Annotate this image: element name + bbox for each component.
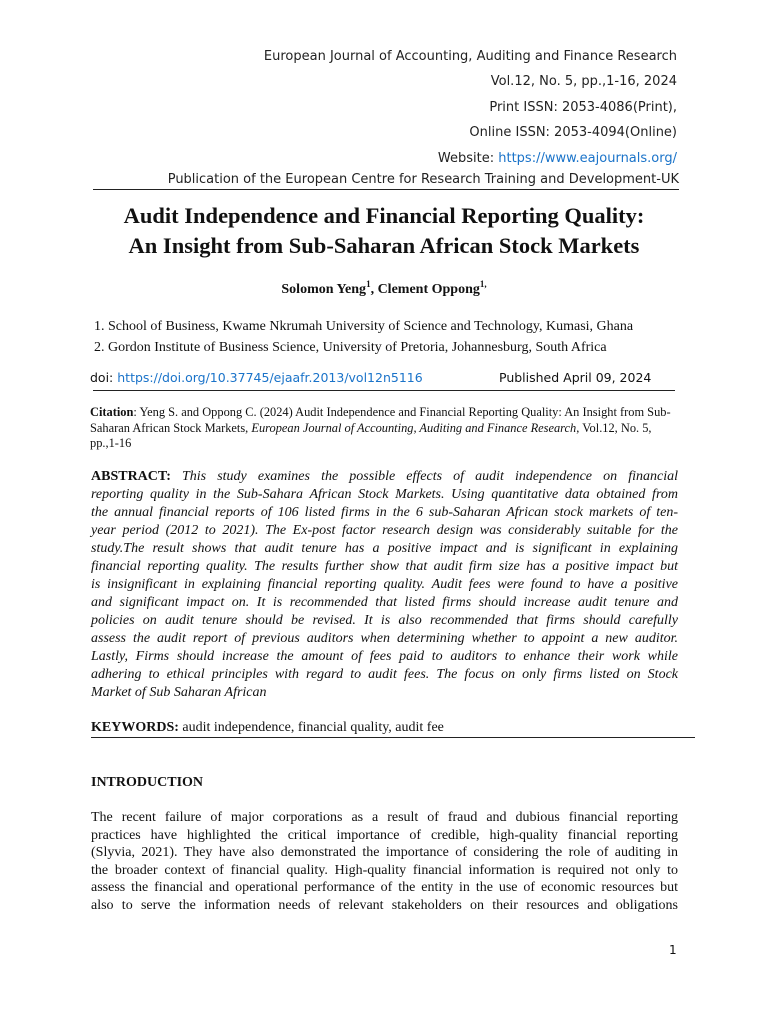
abstract-line: the annual financial reports of 106 listed firms in the 6 sub-Saharan African stock markets of ten- <box>91 505 678 520</box>
doi-rule <box>93 390 675 391</box>
affiliations <box>94 316 633 358</box>
publication-line: Publication of the European Centre for Research Training and Development-UK <box>167 172 679 187</box>
citation <box>90 405 678 452</box>
citation-label: Citation <box>90 405 134 419</box>
abstract <box>91 468 678 702</box>
citation-line-1 <box>90 405 678 421</box>
abstract-line: study.The result shows that audit tenure has a positive impact and is significant in explaining <box>91 541 678 556</box>
citation-text-2: Saharan African Stock Markets, <box>90 420 252 435</box>
affiliation-2: 2. Gordon Institute of Business Science, University of Pretoria, Johannesburg, South Africa <box>94 340 607 355</box>
citation-text-1: : Yeng S. and Oppong C. (2024) Audit Independence and Financial Reporting Quality: An Insight from Sub- <box>133 405 671 419</box>
online-issn: Online ISSN: 2053-4094(Online) <box>469 125 677 141</box>
abstract-line: Market of Sub Saharan African <box>91 685 267 700</box>
citation-volume: , Vol.12, No. 5, <box>576 420 652 435</box>
body-line: practices have highlighted the critical importance of credible, high-quality financial reporting <box>91 827 678 843</box>
author-separator: , <box>370 282 378 297</box>
abstract-line: Lastly, Firms should increase the amount of fees paid to auditors to enhance their work while <box>91 649 678 664</box>
keywords <box>91 719 444 737</box>
keywords-rule <box>91 737 695 738</box>
doi-link[interactable]: https://doi.org/10.37745/ejaafr.2013/vol12n5116 <box>117 370 423 385</box>
journal-header <box>77 44 677 171</box>
paper-title <box>60 201 708 261</box>
print-issn: Print ISSN: 2053-4086(Print), <box>489 99 677 115</box>
journal-name: European Journal of Accounting, Auditing and Finance Research <box>263 49 677 64</box>
keywords-label: KEYWORDS: <box>91 720 179 735</box>
author-2: Clement Oppong <box>377 282 480 297</box>
author-1-affiliation: 1 <box>366 279 371 289</box>
abstract-line <box>91 468 678 486</box>
published-date: Published April 09, 2024 <box>499 370 652 385</box>
citation-line-3: pp.,1-16 <box>90 436 132 450</box>
author-2-affiliation: 1, <box>479 279 487 289</box>
website-label: Website: <box>437 150 499 166</box>
body-line: assess the financial and operational performance of the entity in the use of economic resources but <box>91 880 678 895</box>
journal-volume: Vol.12, No. 5, pp.,1-16, 2024 <box>490 74 677 90</box>
abstract-first-line: This study examines the possible effects of audit independence on financial <box>170 469 678 484</box>
abstract-line: adhering to ethical principles with regard to audit fees. The focus on only firms listed on Stock <box>91 667 678 682</box>
title-line-2: An Insight from Sub-Saharan African Stock Markets <box>128 233 640 258</box>
abstract-label: ABSTRACT: <box>91 469 171 484</box>
title-line-1: Audit Independence and Financial Reporting Quality: <box>123 203 645 228</box>
body-line: The recent failure of major corporations as a result of fraud and dubious financial reporting <box>91 810 678 825</box>
abstract-line: is insignificant in explaining financial reporting quality. Audit fees were found to have a positive <box>91 577 678 592</box>
author-1: Solomon Yeng <box>281 282 367 297</box>
introduction-heading: INTRODUCTION <box>91 775 204 790</box>
body-line: the broader context of financial quality. High-quality financial information is required not only to <box>91 862 678 878</box>
abstract-line: and significant impact on. It is recommended that listed firms should increase audit tenure and <box>91 595 678 610</box>
website-link[interactable]: https://www.eajournals.org/ <box>498 150 677 166</box>
citation-journal: European Journal of Accounting, Auditing and Finance Research <box>251 420 577 435</box>
citation-line-2 <box>90 421 678 437</box>
doi-label: doi: <box>90 370 118 385</box>
website-line <box>77 146 677 171</box>
introduction-body <box>91 809 678 914</box>
abstract-line: policies on audit tenure should be revised. It is also recommended that firms should carefully <box>91 613 678 628</box>
authors <box>60 281 708 299</box>
doi-line <box>90 370 423 386</box>
abstract-line: assess the audit report of previous auditors when determining whether to appoint a new auditor. <box>91 631 678 646</box>
page-number: 1 <box>669 943 677 957</box>
body-line: (Slyvia, 2021). They have also demonstrated the importance of considering the role of auditing in <box>91 845 678 860</box>
keywords-text: audit independence, financial quality, audit fee <box>178 720 444 735</box>
abstract-line: year period (2012 to 2021). The Ex-post factor research design was considerably suitable for the <box>91 523 678 538</box>
abstract-line: financial reporting quality. The results further show that audit firm size has a positive impact but <box>91 559 678 574</box>
body-line: also to serve the information needs of relevant stakeholders on their resources and obligations <box>91 897 678 913</box>
abstract-line: reporting quality in the Sub-Sahara African Stock Markets. Using quantitative data obtained from <box>91 487 678 502</box>
affiliation-1: 1. School of Business, Kwame Nkrumah University of Science and Technology, Kumasi, Ghana <box>94 319 634 334</box>
header-rule <box>93 189 679 190</box>
